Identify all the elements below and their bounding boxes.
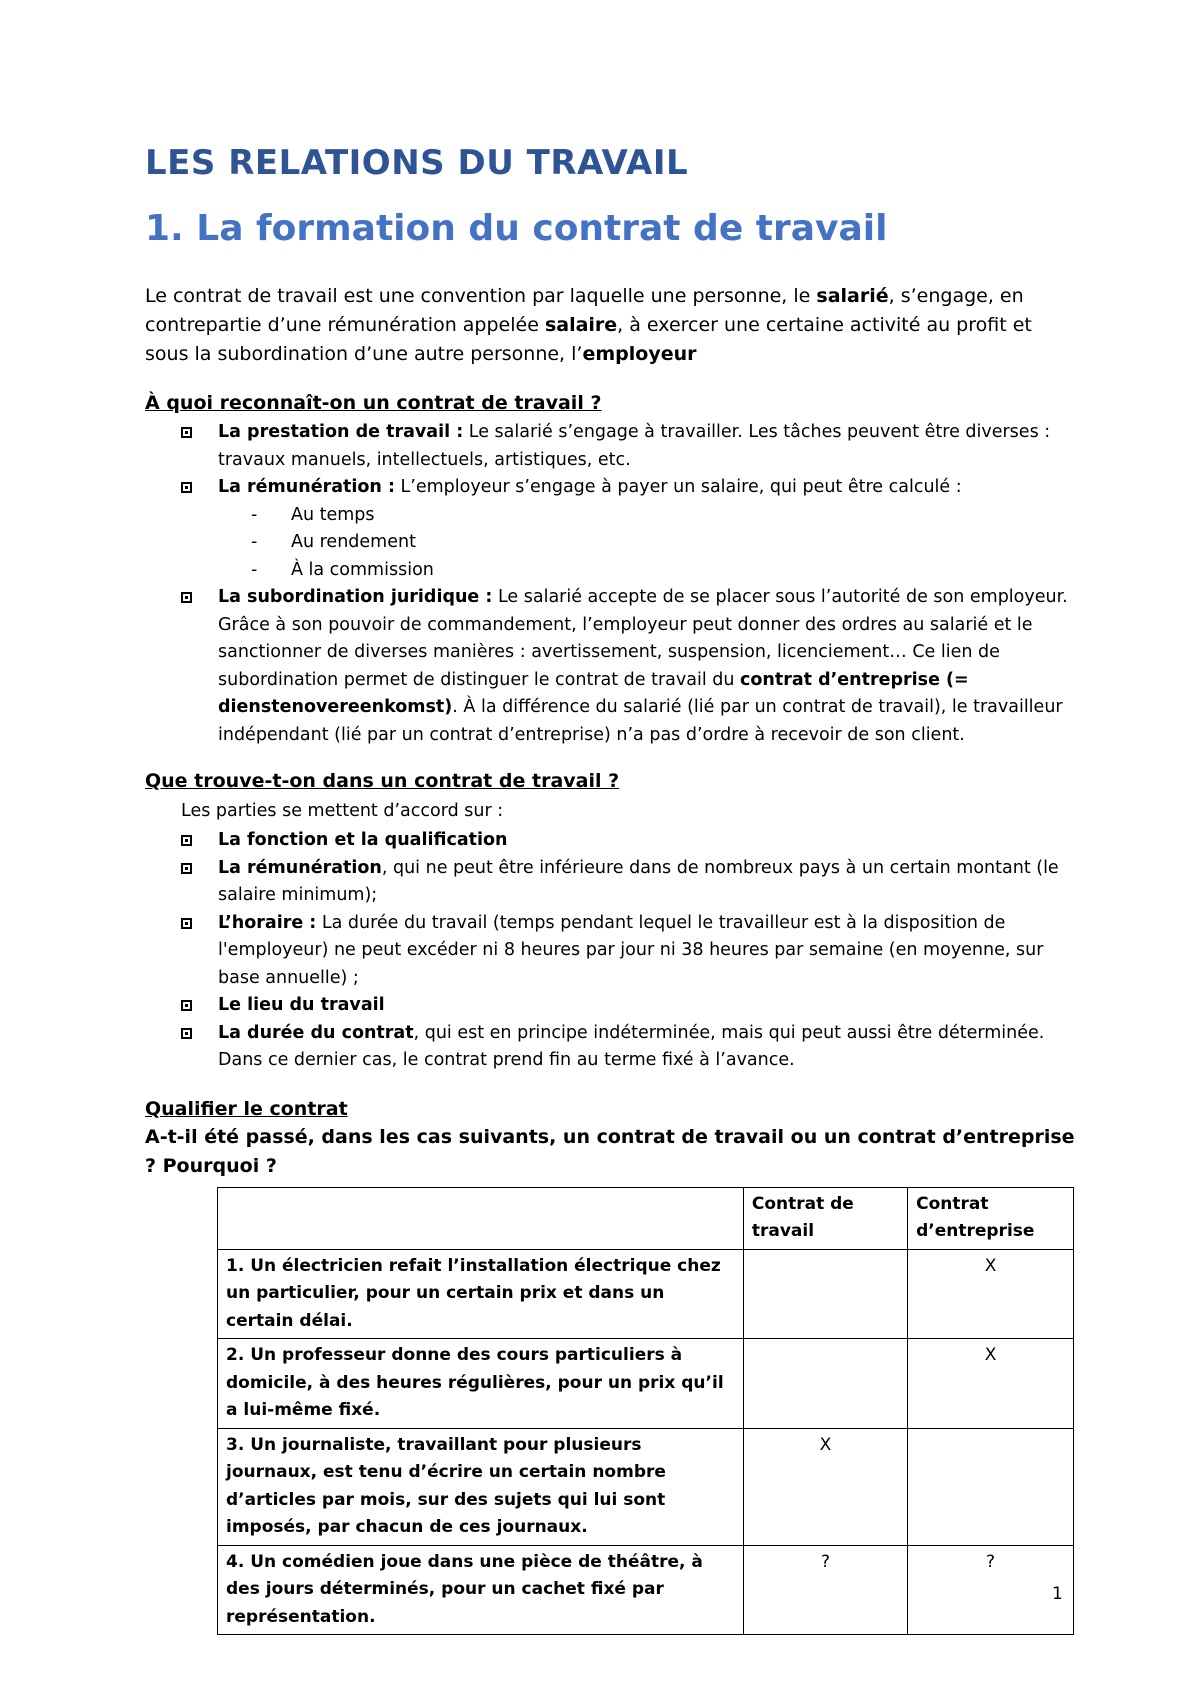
question-heading-recognize: À quoi reconnaît-on un contrat de travail ? bbox=[145, 392, 602, 414]
travail-cell bbox=[743, 1339, 907, 1429]
case-cell: 4. Un comédien joue dans une pièce de théâtre, à des jours déterminés, pour un cachet fixé par représentation. bbox=[218, 1545, 744, 1635]
entreprise-cell: X bbox=[908, 1339, 1074, 1429]
table-row bbox=[218, 1339, 1074, 1429]
list-item bbox=[145, 910, 1075, 993]
intro-text-1: Le contrat de travail est une convention par laquelle une personne, le bbox=[145, 285, 817, 307]
entreprise-cell: ? bbox=[908, 1545, 1074, 1635]
mode-text: Au rendement bbox=[291, 532, 416, 552]
term-employeur: employeur bbox=[582, 343, 697, 365]
square-bullet-icon bbox=[181, 918, 192, 929]
header-cell-entreprise: Contrat d’entreprise bbox=[908, 1187, 1074, 1249]
dash-bullet: - bbox=[251, 532, 258, 552]
page-number: 1 bbox=[1052, 1584, 1063, 1604]
recognition-criteria-list bbox=[145, 419, 1075, 749]
mode-text: Au temps bbox=[291, 504, 375, 525]
case-cell: 1. Un électricien refait l’installation électrique chez un particulier, pour un certain prix et dans un certain délai. bbox=[218, 1249, 744, 1339]
square-bullet-icon bbox=[181, 1000, 192, 1011]
term-salaire: salaire bbox=[544, 314, 618, 336]
item-label: La subordination juridique : bbox=[218, 587, 493, 607]
list-item bbox=[218, 502, 1075, 530]
list-item bbox=[145, 827, 1075, 855]
header-cell-case bbox=[218, 1187, 744, 1249]
square-bullet-icon bbox=[181, 482, 192, 493]
item-label: Le lieu du travail bbox=[218, 995, 385, 1015]
case-cell: 3. Un journaliste, travaillant pour plusieurs journaux, est tenu d’écrire un certain nombre d’articles par mois, sur des sujets qui lui sont imposés, par chacun de ces journaux. bbox=[218, 1428, 744, 1545]
mode-text: À la commission bbox=[291, 559, 434, 580]
item-label: La fonction et la qualification bbox=[218, 830, 508, 850]
item-text: Le salarié s’engage à travailler. Les tâches peuvent être diverses : travaux manuels, intellectuels, artistiques, etc. bbox=[218, 422, 1051, 470]
item-text: , qui est en principe indéterminée, mais qui peut aussi être déterminée. Dans ce dernier cas, le contrat prend fin au terme fixé à l’avance. bbox=[218, 1022, 1045, 1070]
item-label: La rémunération bbox=[218, 857, 382, 878]
case-cell: 2. Un professeur donne des cours particuliers à domicile, à des heures régulières, pour un prix qu’il a lui-même fixé. bbox=[218, 1339, 744, 1429]
travail-cell: ? bbox=[743, 1545, 907, 1635]
list-item bbox=[218, 529, 1075, 557]
list-item bbox=[145, 419, 1075, 474]
entreprise-cell: X bbox=[908, 1249, 1074, 1339]
section-title: 1. La formation du contrat de travail bbox=[145, 208, 888, 249]
list-item bbox=[145, 1020, 1075, 1075]
entreprise-cell bbox=[908, 1428, 1074, 1545]
dash-bullet: - bbox=[251, 504, 258, 525]
term-contrat-entreprise: contrat d’entreprise (= dienstenovereenkomst) bbox=[218, 669, 969, 717]
item-text: Le salarié accepte de se placer sous l’autorité de son employeur. Grâce à son pouvoir de commandement, l’employeur peut donner des ordres au salarié et le sanctionner de diverses manières : avertissement, suspension, licenciement… Ce lien de subordination permet de distinguer le contrat de travail du bbox=[218, 587, 1068, 690]
table-row bbox=[218, 1428, 1074, 1545]
item-text: , qui ne peut être inférieure dans de nombreux pays à un certain montant (le salaire minimum); bbox=[218, 857, 1059, 905]
contract-content-list bbox=[145, 827, 1075, 1075]
table-row bbox=[218, 1249, 1074, 1339]
table-row bbox=[218, 1545, 1074, 1635]
document-page bbox=[145, 140, 1075, 1635]
travail-cell: X bbox=[743, 1428, 907, 1545]
square-bullet-icon bbox=[181, 592, 192, 603]
square-bullet-icon bbox=[181, 863, 192, 874]
intro-text-3: , à exercer une certaine activité au profit et sous la subordination d’une autre personne, l’ bbox=[145, 314, 1032, 365]
cases-table bbox=[217, 1187, 1074, 1636]
item-label: L’horaire : bbox=[218, 912, 317, 933]
dash-bullet: - bbox=[251, 559, 258, 580]
item-text: La durée du travail (temps pendant lequel le travailleur est à la disposition de l'employeur) ne peut excéder ni 8 heures par jour ni 38 heures par semaine (en moyenne, sur base annuelle) ; bbox=[218, 912, 1044, 988]
item-text: L’employeur s’engage à payer un salaire, qui peut être calculé : bbox=[394, 477, 962, 497]
square-bullet-icon bbox=[181, 427, 192, 438]
term-salarie: salarié bbox=[816, 285, 889, 307]
list-item bbox=[218, 557, 1075, 585]
question-heading-content: Que trouve-t-on dans un contrat de travail ? bbox=[145, 770, 620, 792]
travail-cell bbox=[743, 1249, 907, 1339]
item-label: La durée du contrat bbox=[218, 1022, 414, 1043]
agreement-intro: Les parties se mettent d’accord sur : bbox=[181, 801, 504, 821]
remuneration-modes-list bbox=[218, 502, 1075, 585]
table-header-row bbox=[218, 1187, 1074, 1249]
list-item bbox=[145, 584, 1075, 749]
document-title: LES RELATIONS DU TRAVAIL bbox=[145, 143, 689, 183]
square-bullet-icon bbox=[181, 1028, 192, 1039]
square-bullet-icon bbox=[181, 835, 192, 846]
intro-text-2: , s’engage, en contrepartie d’une rémunération appelée bbox=[145, 285, 1024, 336]
intro-paragraph bbox=[145, 282, 1075, 369]
item-label: La prestation de travail : bbox=[218, 422, 464, 442]
question-heading-qualify: Qualifier le contrat bbox=[145, 1097, 348, 1120]
header-cell-travail: Contrat de travail bbox=[743, 1187, 907, 1249]
list-item bbox=[145, 992, 1075, 1020]
item-text: . À la différence du salarié (lié par un contrat de travail), le travailleur indépendant (lié par un contrat d’entreprise) n’a pas d’ordre à recevoir de son client. bbox=[218, 697, 1063, 745]
item-label: La rémunération : bbox=[218, 477, 395, 497]
list-item bbox=[145, 855, 1075, 910]
list-item bbox=[145, 474, 1075, 584]
qualify-question: A-t-il été passé, dans les cas suivants, un contrat de travail ou un contrat d’entreprise ? Pourquoi ? bbox=[145, 1125, 1075, 1177]
